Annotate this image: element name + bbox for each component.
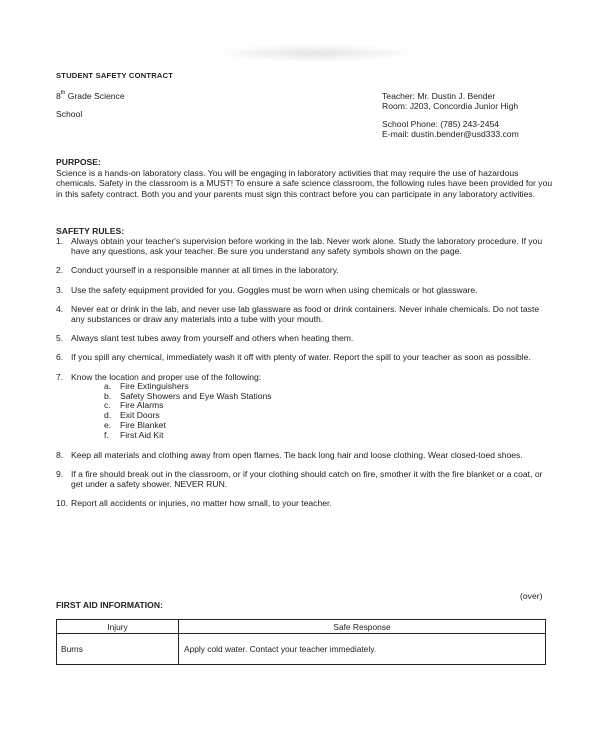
equipment-list: [71, 382, 546, 441]
over-label: (over): [520, 591, 543, 601]
table-header-row: [57, 620, 546, 634]
rule-item: 7. Know the location and proper use of the following: a. Fire Extinguishers b. Safety Showers and Eye Wash Stations c. Fire Alarms d. Exit Doors e. Fire Blanket f. First Aid Kit: [56, 372, 546, 441]
purpose-heading: PURPOSE:: [56, 157, 101, 167]
grade-line: 8th Grade Science: [56, 90, 125, 101]
first-aid-heading: FIRST AID INFORMATION:: [56, 600, 163, 610]
rules-heading: SAFETY RULES:: [56, 226, 125, 236]
rule-item: 4. Never eat or drink in the lab, and never use lab glassware as food or drink containers. Never inhale chemicals. Do not taste any substances or draw any materials into a tube with your mouth.: [56, 303, 540, 325]
injury-cell: Burns: [57, 634, 179, 665]
school-label: School: [56, 109, 83, 119]
first-aid-table: [56, 619, 546, 665]
rule-item: 3. Use the safety equipment provided for you. Goggles must be worn when using chemicals or hot glassware.: [56, 284, 478, 295]
equipment-item: b. Safety Showers and Eye Wash Stations: [104, 390, 272, 401]
phone-line: School Phone: (785) 243-2454: [382, 119, 500, 129]
contract-title: STUDENT SAFETY CONTRACT: [56, 71, 174, 80]
safety-rules-list: [56, 236, 546, 517]
page-shadow: [215, 44, 415, 62]
room-line: Room: J203, Concordia Junior High: [382, 101, 519, 111]
rule-item: 1. Always obtain your teacher's supervision before working in the lab. Never work alone. Study the laboratory procedure. If you have any questions, ask your teacher. Be sure you understand any safety symbols shown on the page.: [56, 236, 543, 257]
rule-item: 6. If you spill any chemical, immediately wash it off with plenty of water. Report the spill to your teacher as soon as possible.: [56, 352, 531, 363]
equipment-item: f. First Aid Kit: [104, 429, 164, 440]
equipment-item: e. Fire Blanket: [104, 420, 166, 431]
injury-header: Injury: [57, 620, 179, 634]
rule-item: 5. Always slant test tubes away from yourself and others when heating them.: [56, 333, 354, 344]
rule-item: 8. Keep all materials and clothing away from open flames. Tie back long hair and loose clothing. Wear closed-toed shoes.: [56, 449, 523, 460]
response-cell: Apply cold water. Contact your teacher immediately.: [179, 634, 546, 665]
teacher-line: Teacher: Mr. Dustin J. Bender: [382, 91, 496, 101]
purpose-text: Science is a hands-on laboratory class. You will be engaging in laboratory activities that may require the use of hazardous chemicals. Safety in the classroom is a MUST! To ensure a safe science classroom, the following rules have been provided for you in this safety contract. Both you and your parents must sign this contract before you can participate in any laboratory activities.: [56, 168, 553, 199]
equipment-item: c. Fire Alarms: [104, 400, 164, 411]
rule-item: 2. Conduct yourself in a responsible manner at all times in the laboratory.: [56, 265, 339, 276]
email-line: E-mail: dustin.bender@usd333.com: [382, 129, 519, 139]
equipment-item: d. Exit Doors: [104, 410, 160, 421]
rule-item: 10. Report all accidents or injuries, no matter how small, to your teacher.: [56, 498, 332, 509]
rule-item: 9. If a fire should break out in the classroom, or if your clothing should catch on fire, smother it with the fire blanket or a coat, or get under a safety shower. NEVER RUN.: [56, 468, 543, 490]
equipment-item: a. Fire Extinguishers: [104, 380, 189, 391]
table-row: [57, 634, 546, 665]
safe-response-header: Safe Response: [179, 620, 546, 634]
